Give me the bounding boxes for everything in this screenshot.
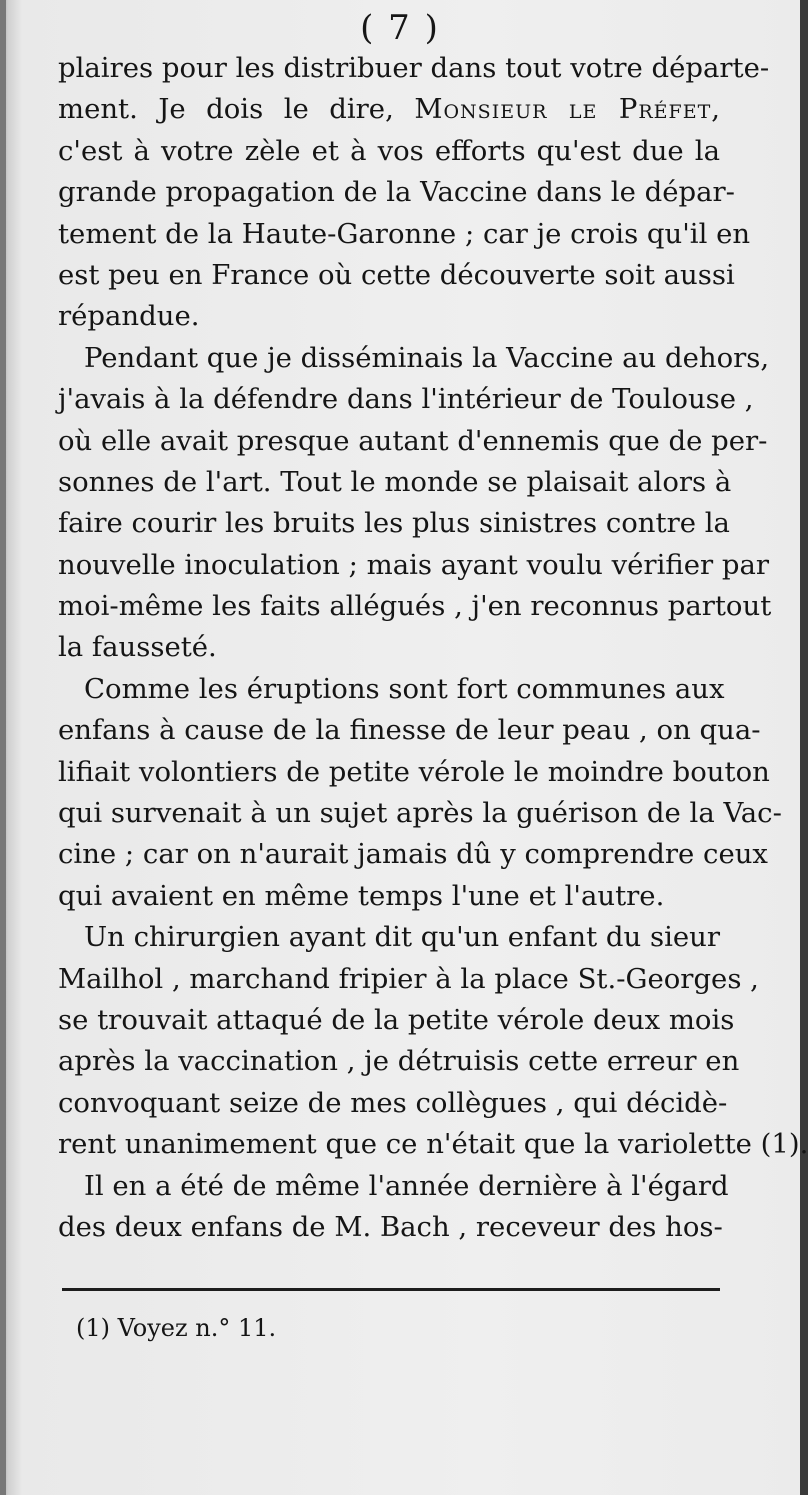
text-line: moi-même les faits allégués , j'en reconnus partout (58, 590, 772, 623)
text-line: lifiait volontiers de petite vérole le moindre bouton (58, 755, 770, 788)
text-line: après la vaccination , je détruisis cette erreur en (58, 1045, 740, 1078)
text-fragment: ment. Je dois le dire, (58, 93, 415, 126)
text-line: des deux enfans de M. Bach , receveur des hos- (58, 1210, 723, 1243)
text-line: Un chirurgien ayant dit qu'un enfant du sieur (84, 921, 720, 954)
text-line: plaires pour les distribuer dans tout votre départe- (58, 52, 770, 84)
text-line: Comme les éruptions sont fort communes aux (84, 672, 725, 705)
text-line: convoquant seize de mes collègues , qui décidè- (58, 1086, 728, 1119)
text-line: la fausseté. (58, 631, 217, 664)
paragraph (58, 669, 782, 917)
page-number: ( 7 ) (360, 8, 440, 48)
text-line: tement de la Haute-Garonne ; car je crois qu'il en (58, 217, 751, 250)
paragraph (58, 917, 808, 1165)
text-line: j'avais à la défendre dans l'intérieur de Toulouse , (58, 383, 754, 416)
text-line: où elle avait presque autant d'ennemis que de per- (58, 424, 768, 457)
text-line: est peu en France où cette découverte soit aussi (58, 258, 735, 291)
text-line: Mailhol , marchand fripier à la place St.-Georges , (58, 962, 759, 995)
text-line: grande propagation de la Vaccine dans le dépar- (58, 176, 735, 209)
text-line: c'est à votre zèle et à vos efforts qu'est due la (58, 134, 720, 167)
text-line (58, 89, 720, 130)
footnote: (1) Voyez n.° 11. (76, 1314, 277, 1342)
salutation-smallcaps: Monsieur le Préfet (414, 93, 712, 126)
text-line: se trouvait attaqué de la petite vérole deux mois (58, 1003, 735, 1036)
text-line: cine ; car on n'aurait jamais dû y comprendre ceux (58, 838, 768, 871)
page-binding-edge (0, 0, 6, 1495)
text-line: Pendant que je disséminais la Vaccine au dehors, (84, 341, 770, 374)
paragraph (58, 1166, 729, 1249)
text-line: qui survenait à un sujet après la guérison de la Vac- (58, 797, 782, 830)
text-line: enfans à cause de la finesse de leur peau , on qua- (58, 714, 761, 747)
text-line: Il en a été de même l'année dernière à l'égard (84, 1169, 729, 1202)
text-line: nouvelle inoculation ; mais ayant voulu vérifier par (58, 548, 770, 581)
text-line: faire courir les bruits les plus sinistres contre la (58, 507, 730, 540)
text-line: qui avaient en même temps l'une et l'autre. (58, 879, 665, 912)
paragraph (58, 48, 770, 338)
footnote-rule (62, 1288, 720, 1291)
body-text (58, 48, 808, 1248)
text-line: répandue. (58, 300, 200, 333)
text-line: rent unanimement que ce n'était que la variolette (1). (58, 1128, 808, 1161)
paragraph (58, 338, 772, 669)
text-fragment: , (711, 93, 721, 126)
text-line: sonnes de l'art. Tout le monde se plaisait alors à (58, 465, 732, 498)
